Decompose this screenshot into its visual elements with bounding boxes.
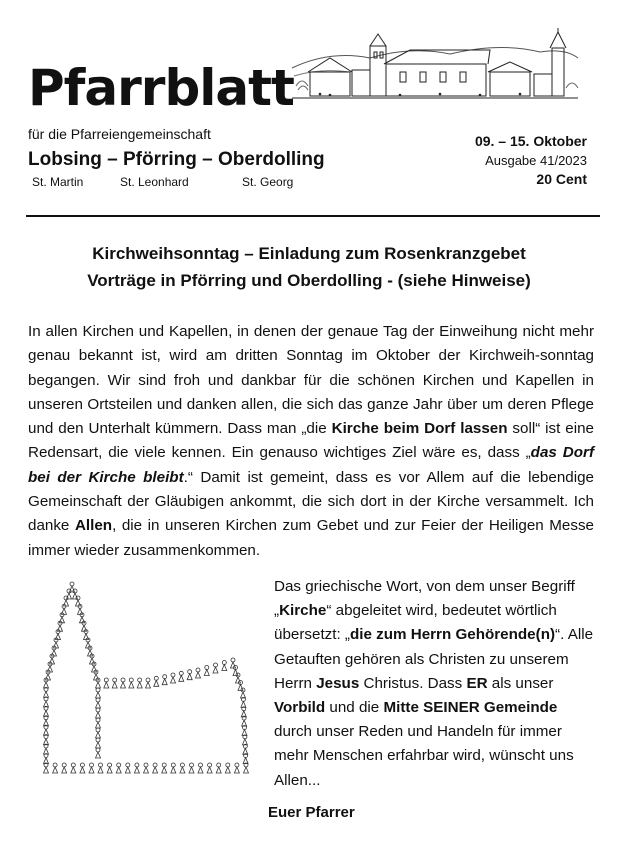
person-figure: [96, 738, 101, 748]
emphasis: Mitte SEINER Gemeinde: [383, 699, 558, 717]
price: 20 Cent: [536, 171, 587, 187]
person-figure: [134, 763, 139, 773]
person-figure: [125, 763, 130, 773]
person-figure: [180, 763, 185, 773]
person-figure: [213, 663, 218, 673]
article-body: [28, 320, 594, 563]
text-run: durch unser Reden und Handeln für immer mehr Menschen erfahrbar wird, wünscht uns Allen...: [274, 723, 574, 789]
text-run: “. Alle Getauften gehören als Christen zu unserem Herrn: [274, 626, 594, 692]
person-figure: [121, 678, 126, 688]
person-figure: [171, 673, 176, 683]
text-run: und die: [325, 699, 384, 717]
person-figure: [189, 763, 194, 773]
person-figure: [196, 668, 201, 678]
person-figure: [107, 763, 112, 773]
person-figure: [204, 666, 209, 676]
text-run: , die in unseren Kirchen zum Gebet und zur Feier der Heiligen Messe immer wieder zusammenkommen.: [28, 517, 594, 559]
person-figure: [242, 716, 247, 726]
person-figure: [44, 687, 49, 697]
text-run: Das griechische Wort, von dem unser Begriff „: [274, 578, 575, 620]
person-figure: [153, 763, 158, 773]
person-figure: [243, 754, 248, 764]
person-figure: [44, 735, 49, 745]
person-figure: [71, 763, 76, 773]
text-run: “ abgeleitet wird, bedeutet wörtlich übersetzt: „: [274, 602, 557, 644]
person-figure: [96, 688, 101, 698]
person-figure: [116, 763, 121, 773]
heading-line: Vorträge in Pförring und Oberdolling - (siehe Hinweise): [87, 271, 531, 290]
newsletter-title: Pfarrblatt: [28, 59, 294, 117]
person-figure: [162, 675, 167, 685]
text-run: als unser: [487, 674, 554, 692]
person-figure: [241, 697, 246, 707]
person-figure: [96, 708, 101, 718]
person-figure: [207, 763, 212, 773]
person-figure: [137, 678, 142, 688]
person-figure: [243, 744, 248, 754]
person-figure: [96, 748, 101, 758]
person-figure: [216, 763, 221, 773]
parish-names: Lobsing – Pförring – Oberdolling: [28, 149, 325, 170]
person-figure: [187, 670, 192, 680]
signature: Euer Pfarrer: [268, 804, 355, 821]
emphasis: ER: [466, 674, 488, 692]
person-figure: [171, 763, 176, 773]
emphasis: das Dorf bei der Kirche bleibt: [28, 444, 594, 486]
person-figure: [44, 697, 49, 707]
subtitle: für die Pfarreiengemeinschaft: [28, 126, 211, 142]
person-figure: [64, 596, 69, 606]
saint-name: St. Martin: [32, 175, 84, 189]
people-forming-church-icon: [28, 575, 268, 785]
emphasis: Vorbild: [274, 699, 326, 717]
person-figure: [44, 716, 49, 726]
person-figure: [222, 661, 227, 671]
person-figure: [44, 725, 49, 735]
side-text: [274, 575, 594, 793]
emphasis: Kirche: [279, 602, 327, 620]
church-village-sketch-icon: [290, 28, 580, 106]
person-figure: [146, 678, 151, 688]
heading-line: Kirchweihsonntag – Einladung zum Rosenkranzgebet: [92, 244, 526, 263]
person-figure: [242, 735, 247, 745]
person-figure: [44, 744, 49, 754]
text-run: soll“ ist eine Redensart, die viele kennen. Ein genauso wichtiges Ziel wäre es, dass „: [28, 420, 594, 462]
person-figure: [144, 763, 149, 773]
person-figure: [179, 671, 184, 681]
date-range: 09. – 15. Oktober: [474, 133, 587, 149]
person-figure: [44, 706, 49, 716]
person-figure: [70, 582, 75, 592]
emphasis: Jesus: [316, 674, 360, 692]
saint-name: St. Georg: [242, 175, 294, 189]
person-figure: [53, 763, 58, 773]
person-figure: [73, 589, 78, 599]
person-figure: [162, 763, 167, 773]
emphasis: Kirche beim Dorf lassen: [331, 420, 508, 438]
person-figure: [96, 728, 101, 738]
header-divider: [26, 215, 600, 217]
person-figure: [44, 754, 49, 764]
person-figure: [129, 678, 134, 688]
person-figure: [154, 676, 159, 686]
person-figure: [225, 763, 230, 773]
emphasis: Allen: [74, 517, 113, 535]
person-figure: [241, 707, 246, 717]
person-figure: [89, 763, 94, 773]
person-figure: [244, 763, 249, 773]
article-heading: [0, 240, 618, 294]
masthead: [0, 0, 618, 218]
emphasis: die zum Herrn Gehörende(n): [349, 626, 556, 644]
issue-info: [475, 132, 587, 189]
text-run: In allen Kirchen und Kapellen, in denen der genaue Tag der Einweihung nicht mehr genau bekannt ist, wird am dritten Sonntag im Oktober der Kirchweih-sonntag begangen. Wir sind froh und dankbar für die schönen Kirchen und Kapellen in unseren Ortsteilen und danken allen, die sich das ganze Jahr über um deren Pflege und den Unterhalt kümmern. Dass man „die: [28, 323, 594, 438]
text-run: .“ Damit ist gemeint, dass es vor Allem auf die lebendige Gemeinschaft der Gläubigen ankommt, die sich dort in der Kirche versammelt. Ich danke: [28, 468, 594, 535]
person-figure: [67, 589, 72, 599]
person-figure: [242, 726, 247, 736]
person-figure: [104, 678, 109, 688]
person-figure: [62, 763, 67, 773]
person-figure: [44, 763, 49, 773]
person-figure: [98, 763, 103, 773]
person-figure: [231, 658, 236, 668]
person-figure: [96, 698, 101, 708]
person-figure: [198, 763, 203, 773]
text-run: Christus. Dass: [359, 674, 467, 692]
person-figure: [96, 718, 101, 728]
issue-number: Ausgabe 41/2023: [485, 153, 587, 168]
person-figure: [112, 678, 117, 688]
saint-name: St. Leonhard: [120, 175, 189, 189]
person-figure: [234, 763, 239, 773]
person-figure: [80, 763, 85, 773]
